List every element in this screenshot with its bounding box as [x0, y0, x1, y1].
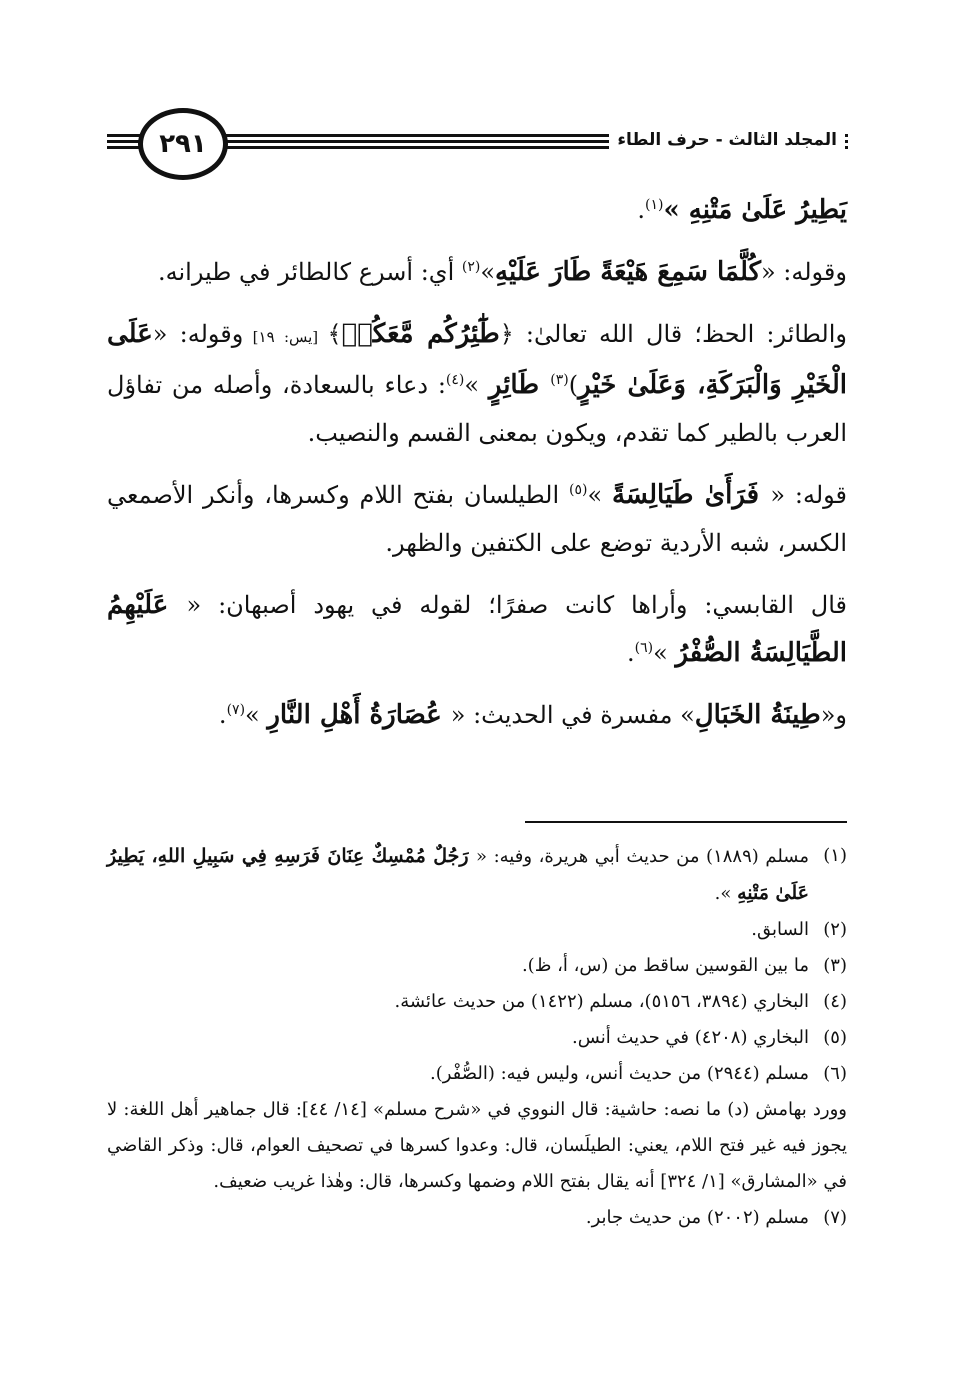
footnote-1: (١) مسلم (١٨٨٩) من حديث أبي هريرة، وفيه: « رَجُلٌ مُمْسِكٌ عِنَانَ فَرَسِهِ فِي سَبِيلِ اللهِ، يَطِيرُ عَلَىٰ مَتْنِهِ ».	[107, 838, 847, 912]
quran-reference: [يس: ١٩]	[243, 328, 328, 346]
paragraph-1: يَطِيرُ عَلَىٰ مَتْنِهِ »$^{(١)}$.	[637, 195, 847, 225]
footnote-number: (٥)	[823, 1027, 847, 1048]
quran-quote: طَٰٓئِرُكُم مَّعَكُمۡ	[341, 319, 500, 349]
page-number-badge	[138, 108, 228, 180]
page-number: ٢٩١	[159, 129, 207, 159]
paragraph-3: والطائر: الحظ؛ قال الله تعالىٰ: ﴿طَٰٓئِرُكُم مَّعَكُمۡ﴾ [يس: ١٩] وقوله: «عَلَى الْخَيْرِ وَالْبَرَكَةِ، وَعَلَىٰ خَيْرٍ)$^{(٣)}$ طَائِرٍ »$^{(٤)}$: دعاء بالسعادة، وأصله من تفاؤل العرب بالطير كما تقدم، ويكون بمعنى القسم والنصيب.	[107, 319, 848, 447]
paragraph-6: و«طِينَةُ الخَبَالِ» مفسرة في الحديث: « عُصَارَةُ أَهْلِ النَّارِ »$^{(٧)}$.	[218, 700, 847, 730]
main-text	[107, 186, 847, 753]
footnote-3: (٣) ما بين القوسين ساقط من (س، أ، ظ).	[107, 948, 847, 984]
footnote-6-marginal-note: وورد بهامش (د) ما نصه: حاشية: قال النووي في «شرح مسلم» [١٤/ ٤٤]: قال جماهير أهل اللغة: لا يجوز فيه غير فتح اللام، يعني: الطيلَسان، قال: وعدوا كسرها في تصحيف العوام، قال: وذكر القاضي في «المشارق» [١/ ٣٢٤] أنه يقال بفتح اللام وضمها وكسرها، قال: وهٰذا غريب ضعيف.	[107, 1099, 847, 1192]
paragraph-2: وقوله: «كُلَّمَا سَمِعَ هَيْعَةً طَارَ عَلَيْهِ»$^{(٢)}$ أي: أسرع كالطائر في طيرانه.	[157, 257, 847, 287]
footnote-number: (٣)	[823, 955, 847, 976]
paragraph-5: قال القابسي: وأراها كانت صفرًا؛ لقوله في يهود أصبهان: « عَلَيْهِمُ الطَّيَالِسَةُ الصُّفْرُ »$^{(٦)}$.	[107, 590, 848, 668]
footnote-2: (٢) السابق.	[107, 912, 847, 948]
footnote-7: (٧) مسلم (٢٠٠٢) من حديث جابر.	[107, 1200, 847, 1236]
footnote-number: (٧)	[823, 1207, 847, 1228]
footnote-5: (٥) البخاري (٤٢٠٨) في حديث أنس.	[107, 1020, 847, 1056]
footnote-separator	[525, 821, 847, 823]
footnote-number: (١)	[823, 845, 847, 866]
footnote-4: (٤) البخاري (٣٨٩٤، ٥١٥٦)، مسلم (١٤٢٢) من حديث عائشة.	[107, 984, 847, 1020]
footnote-number: (٢)	[823, 919, 847, 940]
footnote-number: (٤)	[823, 991, 847, 1012]
footnote-number: (٦)	[823, 1063, 847, 1084]
footnotes	[107, 838, 847, 1236]
running-header-title: المجلد الثالث - حرف الطاء	[609, 124, 845, 156]
paragraph-4: قوله: « فَرَأَىٰ طَيَالِسَةً »$^{(٥)}$ الطيلسان بفتح اللام وكسرها، وأنكر الأصمعي الكسر، شبه الأردية توضع على الكتفين والظهر.	[107, 480, 848, 557]
footnote-6: (٦) مسلم (٢٩٤٤) من حديث أنس، وليس فيه: (الصُّفْر).	[107, 1056, 847, 1092]
